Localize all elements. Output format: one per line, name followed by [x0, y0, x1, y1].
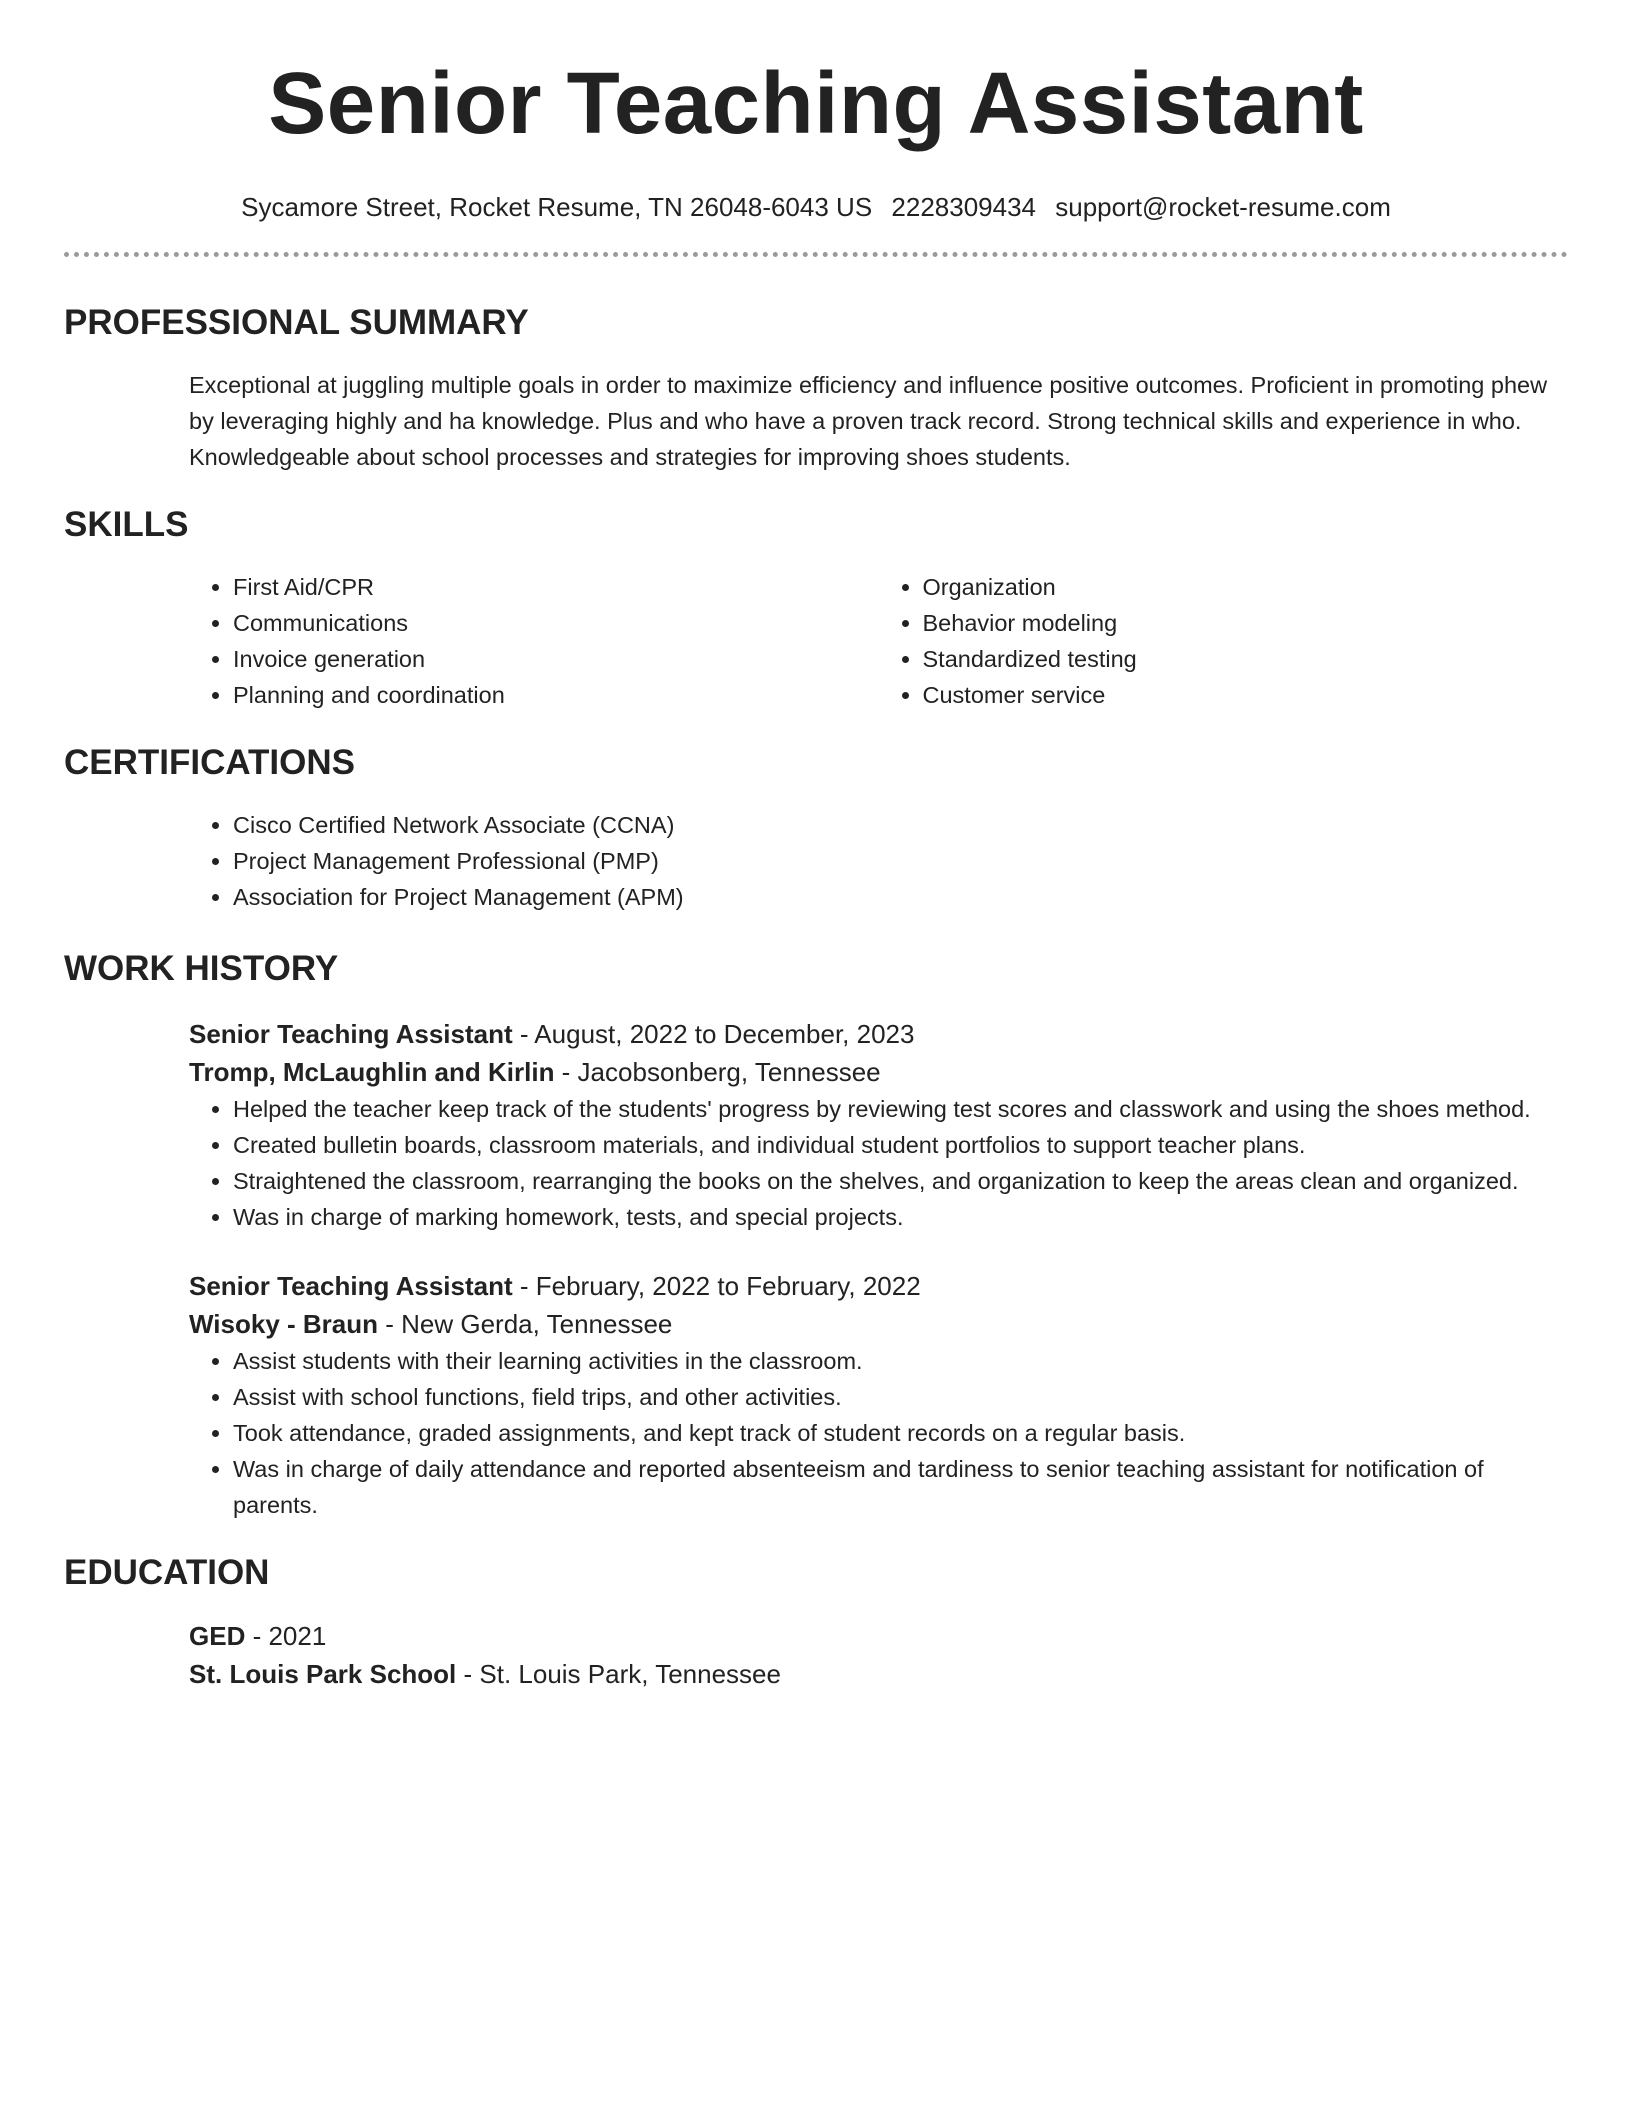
skill-item: • Invoice generation [233, 641, 879, 677]
job-duty: • Took attendance, graded assignments, and kept track of student records on a regular basis. [233, 1415, 1568, 1451]
job-duty: • Assist with school functions, field trips, and other activities. [233, 1379, 1568, 1415]
header-divider [64, 252, 1568, 257]
job-duty: • Was in charge of marking homework, tests, and special projects. [233, 1199, 1568, 1235]
job-company-line [189, 1305, 1568, 1343]
job-location: - Jacobsonberg, Tennessee [554, 1057, 881, 1087]
job-company-line [189, 1053, 1568, 1091]
education-school: St. Louis Park School [189, 1659, 457, 1689]
education-year: - 2021 [245, 1621, 327, 1651]
summary-section [64, 301, 1568, 475]
skills-title: SKILLS [64, 505, 189, 544]
certifications-body [189, 807, 1568, 915]
job-duty: • Helped the teacher keep track of the students' progress by reviewing test scores and classwork and using the shoes method. [233, 1091, 1568, 1127]
job-location: - New Gerda, Tennessee [378, 1309, 673, 1339]
certification-item: • Association for Project Management (APM) [233, 879, 1568, 915]
education-section [64, 1551, 1568, 1693]
job-duties-list [189, 1343, 1568, 1523]
contact-address: Sycamore Street, Rocket Resume, TN 26048-6043 US [241, 192, 873, 222]
work-body [189, 1015, 1568, 1523]
work-title: WORK HISTORY [64, 949, 339, 988]
job-duty: • Created bulletin boards, classroom materials, and individual student portfolios to support teacher plans. [233, 1127, 1568, 1163]
contact-phone: 2228309434 [891, 192, 1037, 222]
skills-column-left [189, 569, 879, 713]
contact-line [64, 190, 1568, 224]
job-entry [189, 1015, 1568, 1235]
work-section [64, 947, 1568, 1523]
job-duty: • Assist students with their learning activities in the classroom. [233, 1343, 1568, 1379]
skill-item: • First Aid/CPR [233, 569, 879, 605]
education-school-line [189, 1655, 1568, 1693]
job-role-line [189, 1267, 1568, 1305]
job-role-line [189, 1015, 1568, 1053]
skill-item: • Standardized testing [923, 641, 1569, 677]
education-degree-line [189, 1617, 1568, 1655]
job-dates: - February, 2022 to February, 2022 [512, 1271, 921, 1301]
skill-item: • Planning and coordination [233, 677, 879, 713]
summary-text: Exceptional at juggling multiple goals in order to maximize efficiency and influence positive outcomes. Proficient in promoting phew by leveraging highly and ha knowledge. Plus and who have a proven track record. Strong technical skills and experience in who. Knowledgeable about school processes and strategies for improving shoes students. [189, 372, 1548, 470]
certifications-section [64, 741, 1568, 915]
certification-item: • Project Management Professional (PMP) [233, 843, 1568, 879]
job-dates: - August, 2022 to December, 2023 [512, 1019, 915, 1049]
skill-item: • Organization [923, 569, 1569, 605]
job-duty: • Was in charge of daily attendance and reported absenteeism and tardiness to senior teaching assistant for notification of parents. [233, 1451, 1568, 1523]
skill-item: • Behavior modeling [923, 605, 1569, 641]
job-duty: • Straightened the classroom, rearranging the books on the shelves, and organization to keep the areas clean and organized. [233, 1163, 1568, 1199]
skill-item: • Customer service [923, 677, 1569, 713]
skill-item: • Communications [233, 605, 879, 641]
contact-email: support@rocket-resume.com [1055, 192, 1391, 222]
certification-item: • Cisco Certified Network Associate (CCNA) [233, 807, 1568, 843]
education-location: - St. Louis Park, Tennessee [456, 1659, 781, 1689]
summary-body [189, 367, 1568, 475]
job-role: Senior Teaching Assistant [189, 1271, 513, 1301]
job-company: Tromp, McLaughlin and Kirlin [189, 1057, 555, 1087]
certifications-title: CERTIFICATIONS [64, 743, 356, 782]
skills-grid [189, 569, 1568, 713]
job-role: Senior Teaching Assistant [189, 1019, 513, 1049]
education-degree: GED [189, 1621, 246, 1651]
job-duties-list [189, 1091, 1568, 1235]
job-company: Wisoky - Braun [189, 1309, 379, 1339]
education-body [189, 1617, 1568, 1693]
skills-body [189, 569, 1568, 713]
skills-section [64, 503, 1568, 713]
certifications-list [189, 807, 1568, 915]
candidate-name: Senior Teaching Assistant [268, 55, 1364, 152]
education-title: EDUCATION [64, 1553, 270, 1592]
skills-column-right [879, 569, 1569, 713]
summary-title: PROFESSIONAL SUMMARY [64, 303, 529, 342]
job-entry [189, 1267, 1568, 1523]
